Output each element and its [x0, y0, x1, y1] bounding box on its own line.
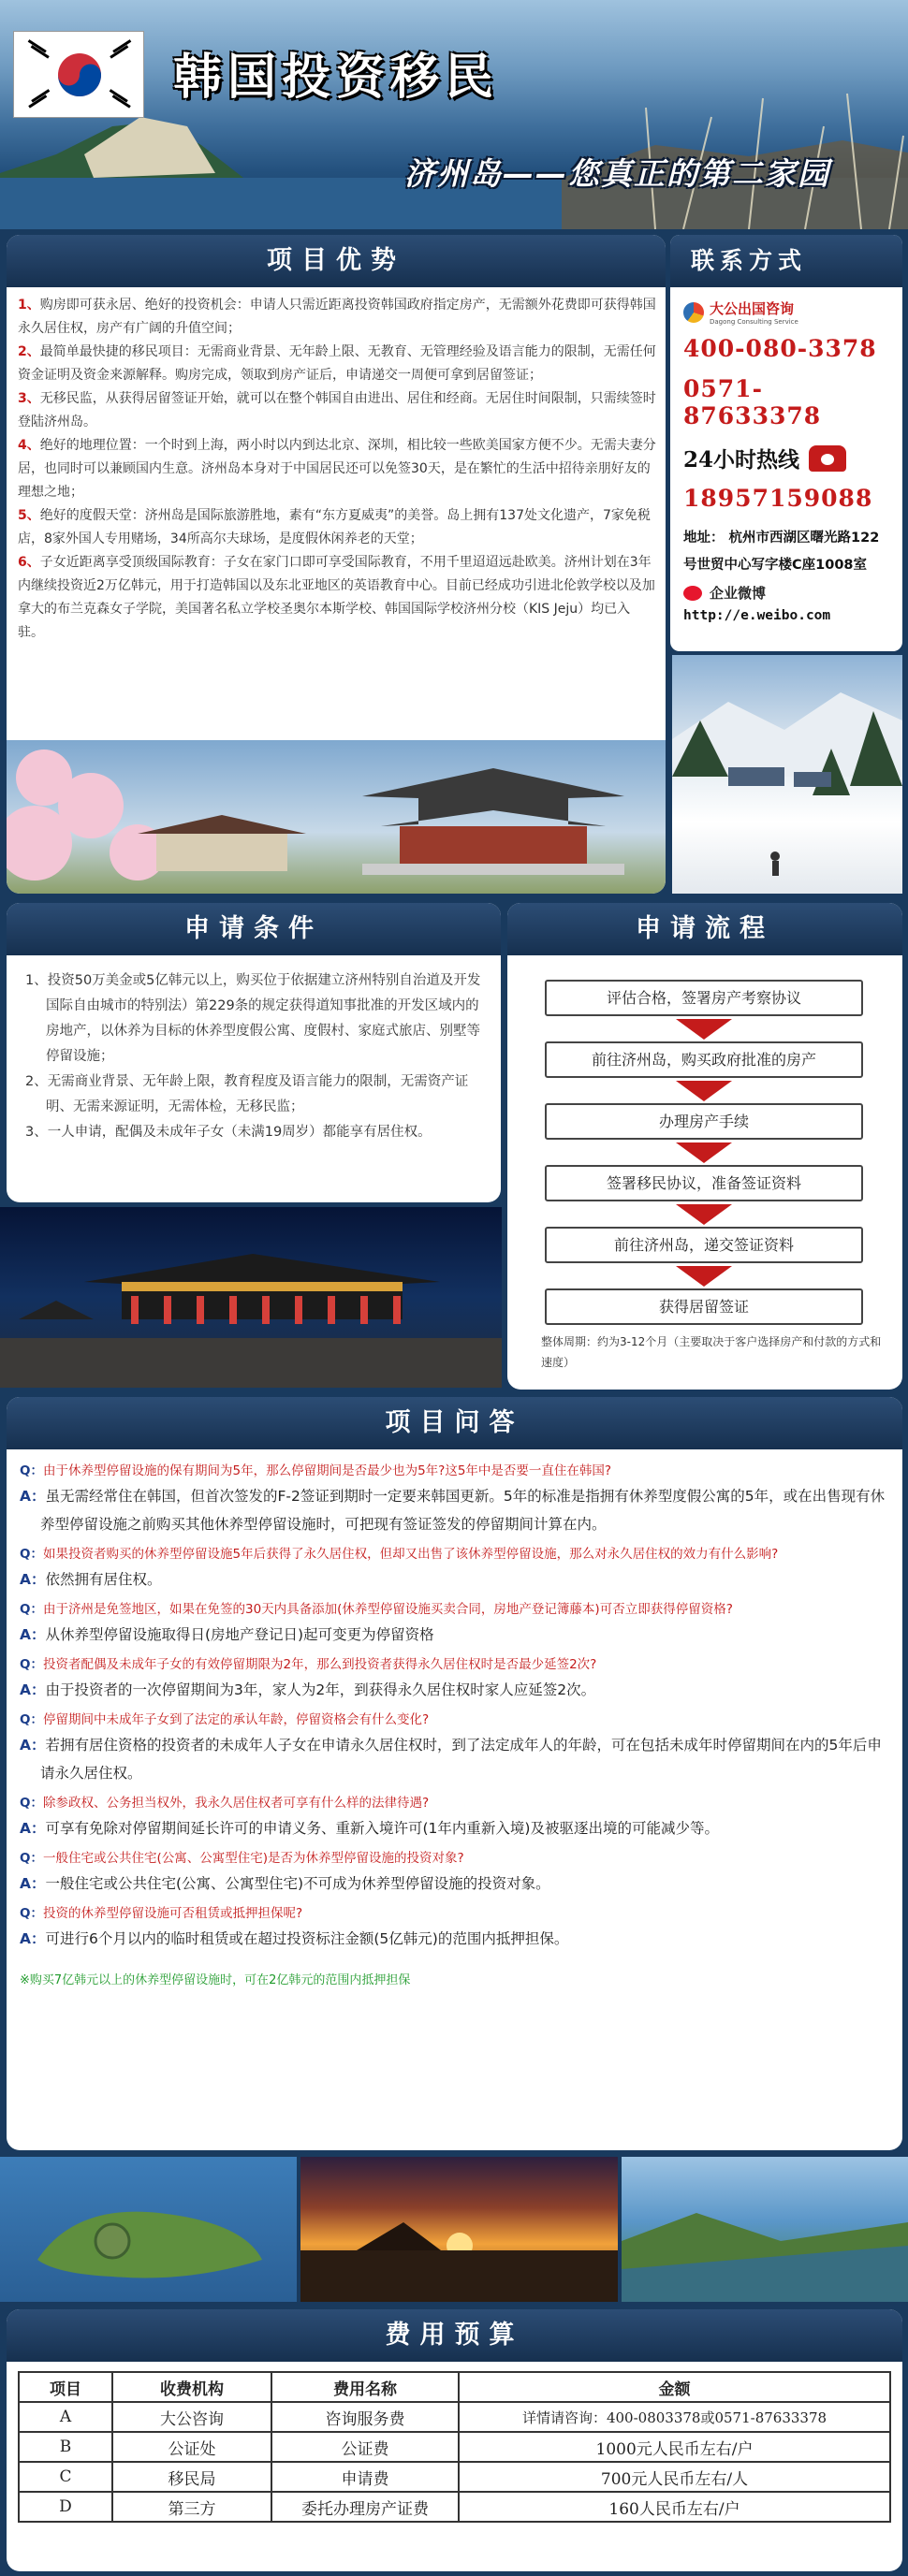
- hotline-row: [683, 443, 889, 473]
- table-row: D 第三方 委托办理房产证费 160人民币左右/户: [19, 2492, 890, 2522]
- phone-400[interactable]: 400-080-3378: [683, 335, 877, 362]
- advantage-item: 4、绝好的地理位置：一个时到上海，两小时以内到达北京、深圳，相比较一些欧美国家方便不少。无需夫妻分居，也同时可以兼顾国内生意。济州岛本身对于中国居民还可以免签30天，是在繁忙的生活中招待亲朋好友的理想之地；: [18, 438, 656, 500]
- weibo-label: 企业微博: [710, 585, 767, 602]
- contact-body: [670, 298, 902, 623]
- weibo-row[interactable]: [683, 583, 889, 603]
- answer: A：依然拥有居住权。: [20, 1571, 162, 1588]
- coastline-photo: [622, 2157, 908, 2302]
- logo-icon: [683, 302, 704, 323]
- qa-item: [20, 1461, 891, 1538]
- question: Q：停留期间中未成年子女到了法定的承认年龄，停留资格会有什么变化?: [20, 1712, 430, 1727]
- process-step-6: 获得居留签证: [545, 1288, 863, 1325]
- qa-item: [20, 1599, 891, 1649]
- qa-item: [20, 1654, 891, 1704]
- advantage-item: 6、子女近距离享受顶级国际教育：子女在家门口即可享受国际教育，不用千里迢迢远赴欧美。济州计划在3年内继续投资近2万亿韩元，用于打造韩国以及东北亚地区的英语教育中心。目前已经成功引进北伦敦学校以及加拿大的布兰克森女子学院，美国著名私立学校圣奥尔本斯学校、韩国国际学校济州分校（KIS Jeju）均已入驻。: [18, 555, 655, 640]
- hotline-label: 24小时热线: [683, 447, 800, 473]
- contact-panel: [670, 235, 902, 651]
- condition-item: 3、一人申请，配偶及未成年子女（未满19周岁）都能享有居住权。: [25, 1125, 432, 1140]
- advantages-panel: [7, 235, 666, 894]
- conditions-title: 申请条件: [7, 903, 501, 955]
- down-arrow-icon: [676, 1081, 732, 1101]
- qa-item: [20, 1848, 891, 1898]
- condition-item: 2、无需商业背景、无年龄上限，教育程度及语言能力的限制，无需资产证明、无需来源证明，无需体检，无移民监；: [25, 1074, 469, 1114]
- process-title: 申请流程: [507, 903, 902, 955]
- advantage-item: 1、购房即可获永居、绝好的投资机会：申请人只需近距离投资韩国政府指定房产，无需额外花费即可获得韩国永久居住权，房产有广阔的升值空间；: [18, 298, 656, 336]
- qa-item: [20, 1793, 891, 1842]
- qa-panel: [7, 1397, 902, 2150]
- process-step-2: 前往济州岛，购买政府批准的房产: [545, 1041, 863, 1078]
- col-header: 费用名称: [271, 2372, 459, 2402]
- banner-subtitle: 济州岛——您真正的第二家园: [404, 155, 830, 192]
- question: Q：除参政权、公务担当权外，我永久居住权者可享有什么样的法律待遇?: [20, 1796, 430, 1811]
- answer: A：若拥有居住资格的投资者的未成年人子女在申请永久居住权时，到了法定成年人的年龄，可在包括未成年时停留期间在内的5年后申请永久居住权。: [20, 1737, 882, 1782]
- question: Q：由于济州是免签地区，如果在免签的30天内具备添加(休养型停留设施买卖合同，房地产登记簿藤本)可否立即获得停留资格?: [20, 1602, 733, 1617]
- island-aerial-photo: [0, 2157, 297, 2302]
- company-name-en: Dagong Consulting Service: [710, 318, 798, 326]
- weibo-icon: [683, 586, 702, 601]
- process-step-1: 评估合格，签署房产考察协议: [545, 980, 863, 1016]
- process-step-5: 前往济州岛，递交签证资料: [545, 1227, 863, 1263]
- col-header: 收费机构: [112, 2372, 271, 2402]
- ski-resort-photo: [672, 655, 902, 894]
- answer: A：从休养型停留设施取得日(房地产登记日)起可变更为停留资格: [20, 1626, 434, 1643]
- down-arrow-icon: [676, 1266, 732, 1287]
- answer: A：由于投资者的一次停留期间为3年，家人为2年，到获得永久居住权时家人应延签2次。: [20, 1681, 596, 1698]
- question: Q：如果投资者购买的休养型停留设施5年后获得了永久居住权，但却又出售了该休养型停留设施，那么对永久居住权的效力有什么影响?: [20, 1547, 779, 1562]
- fees-panel: [7, 2309, 902, 2571]
- qa-item: [20, 1710, 891, 1787]
- process-steps: [507, 903, 902, 1390]
- answer: A：可进行6个月以内的临时租赁或在超过投资标注金额(5亿韩元)的范围内抵押担保。: [20, 1930, 569, 1947]
- down-arrow-icon: [676, 1142, 732, 1163]
- advantages-list: [7, 294, 666, 645]
- palace-photo: [7, 740, 666, 894]
- fees-table: [18, 2371, 891, 2523]
- advantages-title: 项目优势: [7, 235, 666, 287]
- question: Q：由于休养型停留设施的保有期间为5年，那么停留期间是否最少也为5年?这5年中是否要一直住在韩国?: [20, 1463, 612, 1478]
- night-palace-photo: [0, 1207, 502, 1388]
- telephone-icon: [809, 445, 846, 472]
- conditions-list: [7, 955, 501, 1145]
- mobile-phone[interactable]: 18957159088: [683, 485, 873, 512]
- answer: A：一般住宅或公共住宅(公寓、公寓型住宅)不可成为休养型停留设施的投资对象。: [20, 1875, 550, 1892]
- qa-item: [20, 1544, 891, 1594]
- conditions-panel: [7, 903, 501, 1202]
- fees-table-wrap: [7, 2362, 902, 2523]
- qa-item: [20, 1903, 891, 1953]
- process-step-4: 签署移民协议，准备签证资料: [545, 1165, 863, 1201]
- table-header-row: [19, 2372, 890, 2402]
- col-header: 金额: [459, 2372, 890, 2402]
- answer: A：可享有免除对停留期间延长许可的申请义务、重新入境许可(1年内重新入境)及被驱逐出境的可能减少等。: [20, 1820, 719, 1837]
- phone-landline[interactable]: 0571-87633378: [683, 375, 822, 429]
- advantage-item: 5、绝好的度假天堂：济州岛是国际旅游胜地，素有“东方夏威夷”的美誉。岛上拥有137处文化遗产，7家免税店，8家外国人专用赌场，34所高尔夫球场，是度假休闲养老的天堂；: [18, 508, 651, 546]
- advantage-item: 2、最简单最快捷的移民项目：无需商业背景、无年龄上限、无教育、无管理经验及语言能力的限制，无需任何资金证明及资金来源解释。购房完成，领取到房产证后，申请递交一周便可拿到居留签证；: [18, 344, 656, 383]
- question: Q：投资的休养型停留设施可否租赁或抵押担保呢?: [20, 1906, 303, 1921]
- qa-footnote: ※购买7亿韩元以上的休养型停留设施时，可在2亿韩元的范围内抵押担保: [20, 1973, 411, 1987]
- fees-title: 费用预算: [7, 2309, 902, 2362]
- process-note: 整体周期：约为3-12个月（主要取决于客户选择房产和付款的方式和速度）: [541, 1335, 882, 1369]
- answer: A：虽无需经常住在韩国，但首次签发的F-2签证到期时一定要来韩国更新。5年的标准是指拥有休养型度假公寓的5年，或在出售现有休养型停留设施之前购买其他休养型停留设施时，可把现有签证签发的停留期间计算在内。: [20, 1488, 886, 1533]
- sunset-photo: [300, 2157, 618, 2302]
- qa-title: 项目问答: [7, 1397, 902, 1449]
- advantage-item: 3、无移民监，从获得居留签证开始，就可以在整个韩国自由进出、居住和经商。无居住时间限制，只需续签时登陆济州岛。: [18, 391, 656, 429]
- down-arrow-icon: [676, 1019, 732, 1040]
- table-row: C 移民局 申请费 700元人民币左右/人: [19, 2462, 890, 2492]
- question: Q：一般住宅或公共住宅(公寓、公寓型住宅)是否为休养型停留设施的投资对象?: [20, 1851, 464, 1866]
- banner-title: 韩国投资移民: [173, 49, 500, 106]
- process-step-3: 办理房产手续: [545, 1103, 863, 1140]
- weibo-url[interactable]: http://e.weibo.com: [683, 608, 831, 623]
- question: Q：投资者配偶及未成年子女的有效停留期限为2年，那么到投资者获得永久居住权时是否最少延签2次?: [20, 1657, 597, 1672]
- table-row: B 公证处 公证费 1000元人民币左右/户: [19, 2432, 890, 2462]
- korea-flag-icon: [13, 31, 144, 118]
- contact-title: 联系方式: [670, 235, 902, 287]
- qa-list: [7, 1449, 902, 1987]
- company-name: 大公出国咨询: [710, 300, 795, 317]
- company-logo: [683, 298, 889, 326]
- banner: [0, 0, 908, 229]
- condition-item: 1、投资50万美金或5亿韩元以上，购买位于依据建立济州特别自治道及开发国际自由城市的特别法）第229条的规定获得道知事批准的开发区域内的房地产，以休养为目标的休养型度假公寓、度假村、家庭式旅店、别墅等停留设施；: [25, 973, 481, 1064]
- table-row: A 大公咨询 咨询服务费 详情请咨询：400-0803378或0571-87633378: [19, 2402, 890, 2432]
- address: 地址： 杭州市西湖区曙光路122号世贸中心写字楼C座1008室: [683, 531, 880, 573]
- down-arrow-icon: [676, 1204, 732, 1225]
- col-header: 项目: [19, 2372, 112, 2402]
